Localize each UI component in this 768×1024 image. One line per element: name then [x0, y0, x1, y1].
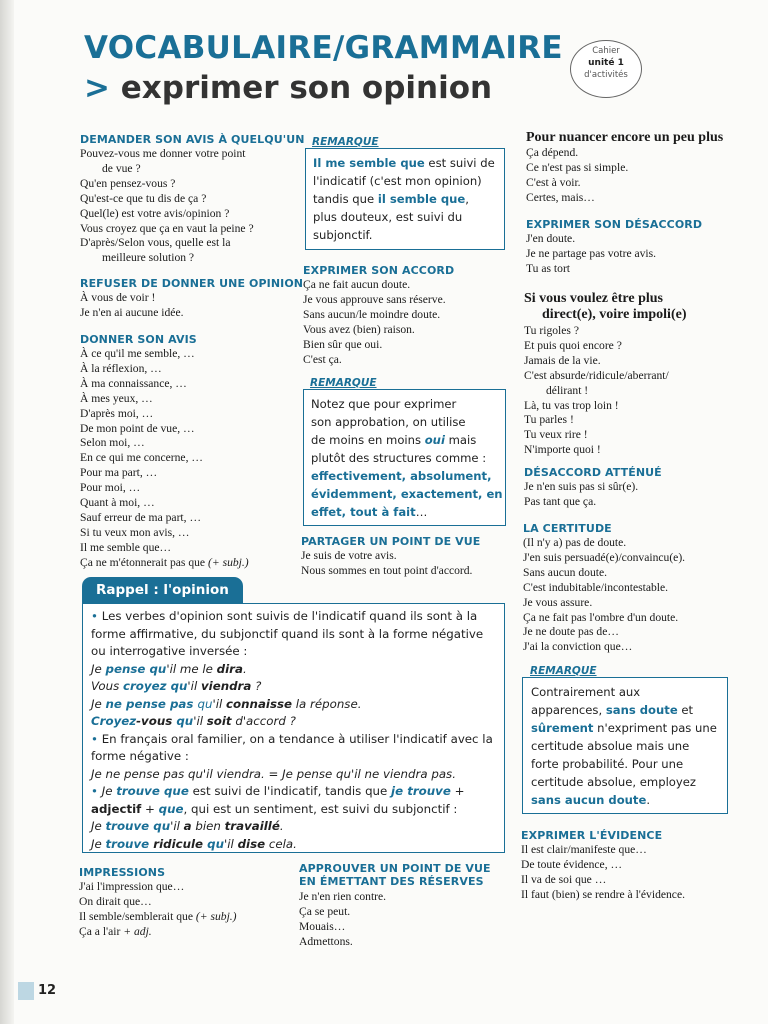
text: tandis que	[313, 192, 378, 206]
list-item: Quant à moi, …	[80, 496, 155, 510]
list-item: De toute évidence, …	[521, 857, 623, 871]
list-item: Pouvez-vous me donner votre point	[80, 147, 246, 160]
list-item: Sans aucun doute.	[523, 565, 608, 579]
verb: soit	[206, 714, 232, 728]
heading-line: direct(e), voire impoli(e)	[542, 307, 687, 322]
keyword: ridicule	[153, 836, 208, 851]
remarque-line	[531, 791, 719, 809]
list-item: Là, tu vas trop loin !	[524, 398, 619, 412]
list-item: Je suis de votre avis.	[301, 549, 397, 562]
heading-impressions: IMPRESSIONS	[79, 866, 166, 879]
list-item: Ça dépend.	[526, 146, 579, 159]
text: Je	[91, 696, 106, 711]
heading-approuver	[299, 862, 491, 888]
heading-partager: PARTAGER UN POINT DE VUE	[301, 535, 481, 548]
text: Je	[91, 836, 106, 851]
list-item: Certes, mais…	[526, 190, 595, 204]
text: -vous	[136, 714, 177, 728]
list-item: On dirait que…	[79, 894, 152, 908]
remarque-line	[531, 701, 719, 719]
list-item: C'est à voir.	[526, 175, 581, 189]
list-item: Tu as tort	[526, 261, 571, 275]
section-refuser	[80, 277, 303, 321]
list-item: Je vous approuve sans réserve.	[303, 292, 446, 306]
list-item: Je n'en rien contre.	[299, 890, 387, 903]
heading-refuser: REFUSER DE DONNER UNE OPINION	[80, 277, 304, 290]
section-certitude	[523, 522, 685, 655]
text: En français oral familier, on a tendance à utiliser l'indicatif avec la	[101, 731, 493, 746]
list-item: J'en doute.	[526, 232, 576, 245]
text: apparences,	[531, 703, 606, 717]
grammar-note: (+ subj.)	[207, 555, 249, 569]
cahier-badge	[570, 40, 642, 98]
remarque-line	[311, 503, 498, 521]
heading-line: APPROUVER UN POINT DE VUE	[299, 862, 491, 875]
page-edge	[0, 0, 14, 1024]
text: 'il	[224, 836, 238, 851]
title-arrow: >	[84, 70, 110, 106]
example-line: Je ne pense pas qu'il viendra. = Je pense qu'il ne viendra pas.	[91, 766, 456, 781]
heading-donner: DONNER SON AVIS	[80, 333, 197, 346]
text: Je	[101, 784, 117, 798]
remarque-line: évidemment, exactement, en	[311, 487, 503, 501]
example-line	[91, 713, 496, 731]
list-evidence	[521, 843, 685, 903]
section-donner	[80, 333, 249, 571]
list-item: J'ai la conviction que…	[523, 640, 633, 654]
bullet: •	[91, 609, 102, 623]
section-direct	[524, 291, 686, 458]
remarque-line: l'indicatif (c'est mon opinion)	[313, 174, 482, 188]
list-item: D'après moi, …	[80, 406, 154, 420]
text: est suivi de l'indicatif, tandis que	[188, 784, 392, 798]
section-attenue	[524, 466, 662, 510]
text: .	[646, 793, 651, 807]
heading-line: Si vous voulez être plus	[524, 291, 663, 306]
list-item: À mes yeux, …	[80, 391, 153, 405]
list-item: Si tu veux mon avis, …	[80, 525, 190, 539]
remarque-box-1	[305, 148, 505, 250]
list-attenue	[524, 480, 662, 510]
section-nuancer	[526, 130, 723, 206]
list-item: Vous avez (bien) raison.	[303, 322, 415, 336]
heading-evidence: EXPRIMER L'ÉVIDENCE	[521, 829, 663, 842]
rappel-line	[91, 731, 496, 749]
heading-attenue: DÉSACCORD ATTÉNUÉ	[524, 466, 662, 479]
title-text: exprimer son opinion	[120, 70, 493, 106]
list-desaccord	[526, 232, 702, 277]
list-certitude	[523, 536, 685, 655]
list-item: Il faut (bien) se rendre à l'évidence.	[521, 887, 685, 901]
list-item: De mon point de vue, …	[80, 421, 195, 435]
text: 'il	[170, 819, 184, 833]
list-item: Ça ne fait aucun doute.	[303, 278, 411, 291]
rappel-line: forme affirmative, du subjonctif quand ils sont à la forme négative	[91, 626, 484, 641]
section-desaccord	[526, 218, 702, 277]
rappel-line	[91, 783, 496, 801]
list-item: Nous sommes en tout point d'accord.	[301, 563, 473, 577]
list-item: À ce qu'il me semble, …	[80, 347, 195, 360]
example-line	[91, 818, 496, 836]
list-partager	[301, 549, 480, 579]
keyword: qu	[207, 836, 225, 851]
remarque-label-3: REMARQUE	[530, 665, 597, 677]
list-approuver	[299, 890, 491, 950]
list-item	[80, 556, 249, 571]
rappel-box	[82, 603, 505, 853]
heading-line: EN ÉMETTANT DES RÉSERVES	[299, 875, 484, 888]
text: 'il	[193, 714, 207, 728]
text: .	[242, 661, 247, 676]
example-line	[91, 661, 496, 679]
text: de moins en moins	[311, 433, 425, 447]
remarque-line: subjonctif.	[313, 228, 373, 242]
page-title-line2	[84, 70, 492, 106]
list-item: Je ne doute pas de…	[523, 625, 619, 639]
badge-unit: unité 1	[588, 58, 624, 68]
remarque-line: certitude absolue, employez	[531, 775, 696, 789]
list-item: (Il n'y a) pas de doute.	[523, 536, 627, 549]
text: Je	[91, 661, 106, 676]
remarque-line: forte probabilité. Pour une	[531, 757, 684, 771]
remarque-line	[531, 719, 719, 737]
keyword: trouve	[105, 836, 154, 851]
list-item	[79, 925, 237, 940]
list-item: Admettons.	[299, 934, 353, 948]
list-item: C'est ça.	[303, 352, 342, 366]
text: 'il	[187, 679, 201, 693]
section-evidence	[521, 829, 685, 903]
text: est suivi de	[424, 156, 495, 170]
section-approuver	[299, 862, 491, 950]
text: cela.	[265, 836, 297, 851]
list-item: Ce n'est pas si simple.	[526, 160, 629, 174]
remarque-line: son approbation, on utilise	[311, 415, 466, 429]
heading-certitude: LA CERTITUDE	[523, 522, 612, 535]
list-item: meilleure solution ?	[102, 251, 195, 265]
text: …	[415, 505, 428, 519]
verb: viendra	[200, 679, 252, 693]
list-item: Je n'en ai aucune idée.	[80, 305, 184, 319]
list-item-text: Ça ne m'étonnerait pas que	[80, 555, 206, 569]
list-item: Et puis quoi encore ?	[524, 338, 622, 352]
list-donner	[80, 347, 249, 571]
bullet: •	[91, 731, 102, 746]
verb: travaillé	[224, 819, 280, 833]
list-demander	[80, 147, 305, 266]
list-item: Qu'est-ce que tu dis de ça ?	[80, 191, 207, 205]
keyword: sûrement	[531, 721, 594, 735]
list-item: Ça ne fait pas l'ombre d'un doute.	[523, 610, 679, 624]
verb: a	[183, 819, 192, 833]
list-item: Mouais…	[299, 919, 346, 933]
list-item: C'est absurde/ridicule/aberrant/	[524, 368, 669, 382]
list-item: À ma connaissance, …	[80, 376, 187, 390]
example-line	[91, 696, 496, 714]
list-item: délirant !	[546, 383, 589, 397]
list-impressions	[79, 880, 237, 940]
keyword: trouve que	[116, 784, 189, 798]
keyword: sans aucun doute	[531, 793, 647, 807]
list-accord	[303, 278, 454, 367]
heading-desaccord: EXPRIMER SON DÉSACCORD	[526, 218, 703, 231]
list-item: Sans aucun/le moindre doute.	[303, 307, 441, 321]
remarque-box-3	[522, 677, 728, 814]
page-title-line1: VOCABULAIRE/GRAMMAIRE	[84, 30, 563, 66]
badge-top-text: Cahier	[592, 46, 620, 56]
keyword: je trouve	[391, 784, 451, 798]
list-item: En ce qui me concerne, …	[80, 451, 203, 465]
verb: dira	[216, 661, 243, 676]
list-item: Il est clair/manifeste que…	[521, 843, 647, 856]
remarque-label-1: REMARQUE	[312, 136, 379, 148]
text: Je	[91, 819, 106, 833]
rappel-line	[91, 801, 496, 819]
text: Il semble/semblerait que	[79, 909, 193, 923]
keyword: qu	[176, 714, 194, 728]
text: mais	[444, 433, 477, 447]
keyword: oui	[424, 433, 445, 447]
rappel-tab: Rappel : l'opinion	[82, 577, 243, 603]
text: 'il	[212, 696, 227, 711]
remarque-line	[311, 431, 498, 449]
grammar-note: (+ subj.)	[195, 909, 237, 923]
text: d'accord ?	[231, 714, 296, 728]
example-line	[91, 678, 496, 696]
text: Ça a l'air	[79, 924, 121, 938]
list-nuancer	[526, 146, 723, 206]
remarque-box-2	[303, 389, 506, 526]
list-item: Quel(le) est votre avis/opinion ?	[80, 206, 230, 220]
keyword: sans doute	[605, 703, 678, 717]
section-impressions	[79, 866, 237, 940]
rappel-line: ou interrogative inversée :	[91, 644, 248, 658]
verb: dise	[237, 836, 266, 851]
text: Vous	[91, 679, 123, 693]
section-demander	[80, 133, 305, 266]
list-item: Pas tant que ça.	[524, 494, 597, 508]
text: n'expriment pas une	[593, 721, 717, 735]
list-item: À vous de voir !	[80, 291, 156, 304]
heading-direct	[524, 291, 686, 323]
list-item: Je vous assure.	[523, 595, 593, 609]
remarque-line: plutôt des structures comme :	[311, 451, 487, 465]
text: ,	[465, 192, 469, 206]
text: .	[279, 819, 284, 833]
remarque-line: effectivement, absolument,	[311, 469, 492, 483]
text: 'il me le	[166, 661, 217, 676]
keyword: croyez qu	[122, 679, 188, 693]
keyword: pense qu	[105, 661, 167, 676]
text: ?	[251, 679, 262, 693]
text: +	[141, 801, 159, 816]
list-item: Jamais de la vie.	[524, 353, 601, 367]
remarque-line: plus douteux, est suivi du	[313, 210, 463, 224]
list-item: Pour moi, …	[80, 481, 141, 495]
remarque-line	[313, 190, 497, 208]
rappel-line: forme négative :	[91, 749, 189, 763]
list-item: Je ne partage pas votre avis.	[526, 246, 657, 260]
heading-demander: DEMANDER SON AVIS À QUELQU'UN	[80, 133, 305, 146]
list-item: D'après/Selon vous, quelle est la	[80, 236, 231, 250]
list-item	[79, 910, 237, 925]
section-partager	[301, 535, 480, 579]
heading-nuancer: Pour nuancer encore un peu plus	[526, 130, 724, 145]
section-accord	[303, 264, 454, 367]
list-item: Il me semble que…	[80, 540, 172, 554]
remarque-line	[313, 154, 497, 172]
list-item: Tu parles !	[524, 413, 574, 427]
keyword: adjectif	[91, 801, 142, 816]
rappel-line	[91, 608, 496, 626]
example-line	[91, 836, 496, 854]
list-item: Je n'en suis pas si sûr(e).	[524, 480, 639, 493]
page-number-marker	[18, 982, 34, 1000]
text: , qui est un sentiment, est suivi du subjonctif :	[183, 801, 458, 816]
keyword: effet, tout à fait	[311, 505, 416, 519]
remarque-label-2: REMARQUE	[310, 377, 377, 389]
remarque-line: Contrairement aux	[531, 685, 641, 699]
list-item: Tu rigoles ?	[524, 324, 579, 337]
badge-bottom-text: d'activités	[584, 70, 628, 80]
list-item: N'importe quoi !	[524, 443, 601, 457]
list-item: Pour ma part, …	[80, 466, 158, 480]
keyword: Il me semble que	[313, 156, 425, 170]
keyword: trouve qu	[105, 819, 171, 833]
bullet: •	[91, 784, 102, 798]
list-item: Vous croyez que ça en vaut la peine ?	[80, 221, 254, 235]
list-item: J'en suis persuadé(e)/convaincu(e).	[523, 550, 686, 564]
text: +	[450, 784, 465, 798]
list-item: Ça se peut.	[299, 904, 351, 918]
list-item: Bien sûr que oui.	[303, 337, 383, 351]
list-item: À la réflexion, …	[80, 361, 162, 375]
remarque-line: Notez que pour exprimer	[311, 397, 457, 411]
grammar-note: + adj.	[123, 924, 152, 938]
list-item: C'est indubitable/incontestable.	[523, 580, 669, 594]
text: bien	[191, 819, 225, 833]
keyword: il semble que	[377, 192, 466, 206]
verb: connaisse	[226, 696, 292, 711]
list-item: Il va de soi que …	[521, 872, 607, 886]
keyword: que	[158, 801, 184, 816]
page-number: 12	[38, 983, 57, 998]
list-item: de vue ?	[102, 161, 141, 175]
text: Les verbes d'opinion sont suivis de l'indicatif quand ils sont à la	[101, 609, 478, 623]
keyword: qu	[197, 696, 213, 711]
remarque-line: certitude absolue mais une	[531, 739, 690, 753]
list-direct	[524, 324, 686, 458]
list-refuser	[80, 291, 303, 321]
keyword: Croyez	[91, 714, 137, 728]
text: et	[677, 703, 694, 717]
list-item: J'ai l'impression que…	[79, 880, 185, 893]
list-item: Qu'en pensez-vous ?	[80, 176, 176, 190]
list-item: Sauf erreur de ma part, …	[80, 510, 202, 524]
text: la réponse.	[292, 696, 362, 711]
keyword: ne pense pas	[105, 696, 198, 711]
list-item: Selon moi, …	[80, 436, 145, 450]
list-item: Tu veux rire !	[524, 428, 588, 442]
heading-accord: EXPRIMER SON ACCORD	[303, 264, 455, 277]
